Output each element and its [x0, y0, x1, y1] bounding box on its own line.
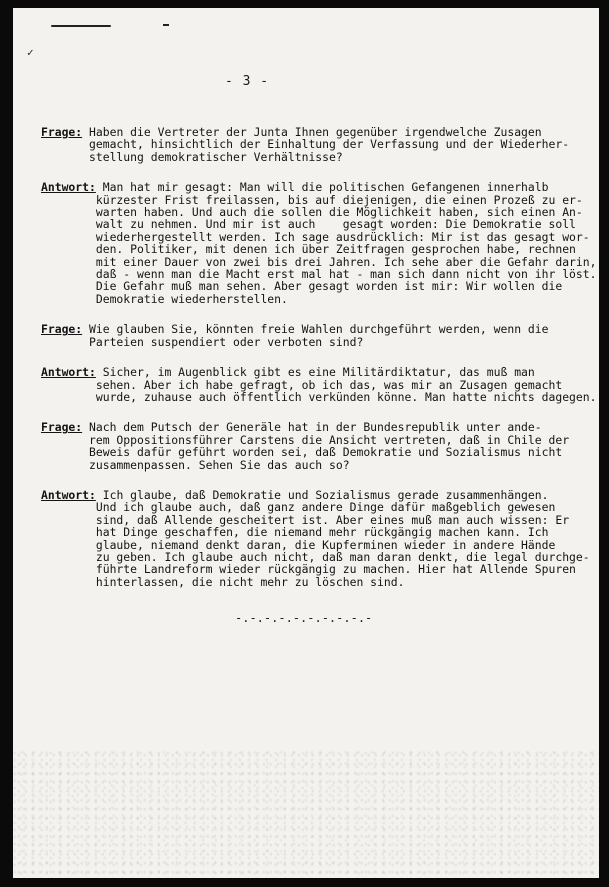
line-text: daß - wenn man die Macht erst mal hat - man sich dann nicht von ihr löst.: [41, 267, 597, 282]
line-text: warten haben. Und auch die sollen die Möglichkeit haben, sich einen An-: [41, 205, 583, 220]
question-block: [41, 323, 589, 348]
line-text: walt zu nehmen. Und mir ist auch gesagt worden: Die Demokratie soll: [41, 217, 576, 232]
question-block: [41, 421, 589, 471]
line-text: führte Landreform wieder rückgängig zu machen. Hier hat Allende Spuren: [41, 562, 576, 577]
speaker-label: Antwort:: [41, 180, 96, 195]
line-text: Sicher, im Augenblick gibt es eine Militärdiktatur, das muß man: [95, 365, 535, 380]
line-text: wiederhergestellt werden. Ich sage ausdrücklich: Mir ist das gesagt wor-: [41, 229, 590, 244]
question-block: [41, 126, 589, 163]
text-line: [41, 151, 589, 163]
answer-block: [41, 489, 589, 588]
speaker-label: Frage:: [41, 420, 83, 435]
line-text: Wie glauben Sie, könnten freie Wahlen durchgeführt werden, wenn die: [82, 322, 549, 337]
answer-block: [41, 180, 597, 306]
line-text: sehen. Aber ich habe gefragt, ob ich das, was mir an Zusagen gemacht: [41, 377, 563, 392]
line-text: zusammenpassen. Sehen Sie das auch so?: [41, 457, 350, 472]
scan-artifact: [51, 25, 111, 27]
line-text: mit einer Dauer von zwei bis drei Jahren. Ich sehe aber die Gefahr darin,: [41, 254, 597, 269]
line-text: Und ich glaube auch, daß ganz andere Dinge dafür maßgeblich gewesen: [41, 500, 556, 515]
line-text: kürzester Frist freilassen, bis auf diejenigen, die einen Prozeß zu er-: [41, 192, 583, 207]
line-text: Die Gefahr muß man sehen. Aber gesagt worden ist mir: Wir wollen die: [41, 279, 563, 294]
line-text: den. Politiker, mit denen ich über Zeitfragen gesprochen habe, rechnen: [41, 242, 576, 257]
scan-artifact: [163, 24, 169, 26]
end-separator: -.-.-.-.-.-.-.-.-.-: [235, 611, 373, 625]
text-line: [41, 336, 589, 348]
text-line: [41, 459, 589, 471]
line-text: Parteien suspendiert oder verboten sind?: [41, 334, 364, 349]
line-text: Haben die Vertreter der Junta Ihnen gegenüber irgendwelche Zusagen: [82, 125, 542, 139]
line-text: sind, daß Allende gescheitert ist. Aber eines muß man auch wissen: Er: [41, 512, 570, 527]
text-line: [41, 293, 589, 305]
speaker-label: Antwort:: [41, 365, 96, 380]
line-text: hat Dinge geschaffen, die niemand mehr rückgängig machen kann. Ich: [41, 525, 549, 540]
line-text: glaube, niemand denkt daran, die Kupferminen wieder in andere Hände: [41, 537, 556, 552]
line-text: Ich glaube, daß Demokratie und Sozialismus gerade zusammenhängen.: [95, 487, 549, 502]
scan-grain: [13, 748, 599, 878]
answer-block: [41, 365, 597, 404]
line-text: Nach dem Putsch der Generäle hat in der Bundesrepublik unter ande-: [82, 420, 542, 435]
line-text: Beweis dafür geführt worden sei, daß Demokratie und Sozialismus nicht: [41, 445, 563, 460]
interview-text: [41, 125, 597, 606]
line-text: zu geben. Ich glaube auch nicht, daß man daran denkt, die legal durchge-: [41, 549, 590, 564]
line-text: hinterlassen, die nicht mehr zu löschen sind.: [41, 574, 405, 589]
line-text: Man hat mir gesagt: Man will die politischen Gefangenen innerhalb: [95, 180, 549, 195]
line-text: Demokratie wiederherstellen.: [41, 291, 288, 306]
line-text: gemacht, hinsichtlich der Einhaltung der Verfassung und der Wiederher-: [41, 137, 570, 152]
text-line: [41, 576, 589, 588]
speaker-label: Antwort:: [41, 487, 96, 502]
speaker-label: Frage:: [41, 125, 83, 139]
text-line: [41, 389, 597, 404]
line-text: stellung demokratischer Verhältnisse?: [41, 149, 343, 164]
document-page: [13, 8, 599, 878]
corner-check-mark: ✓: [27, 46, 34, 59]
line-text: rem Oppositionsführer Carstens die Ansicht vertreten, daß in Chile der: [41, 432, 570, 447]
speaker-label: Frage:: [41, 322, 83, 337]
page-number: - 3 -: [225, 74, 270, 89]
line-text: wurde, zuhause auch öffentlich verkünden könne. Man hatte nichts dagegen.: [41, 389, 597, 404]
